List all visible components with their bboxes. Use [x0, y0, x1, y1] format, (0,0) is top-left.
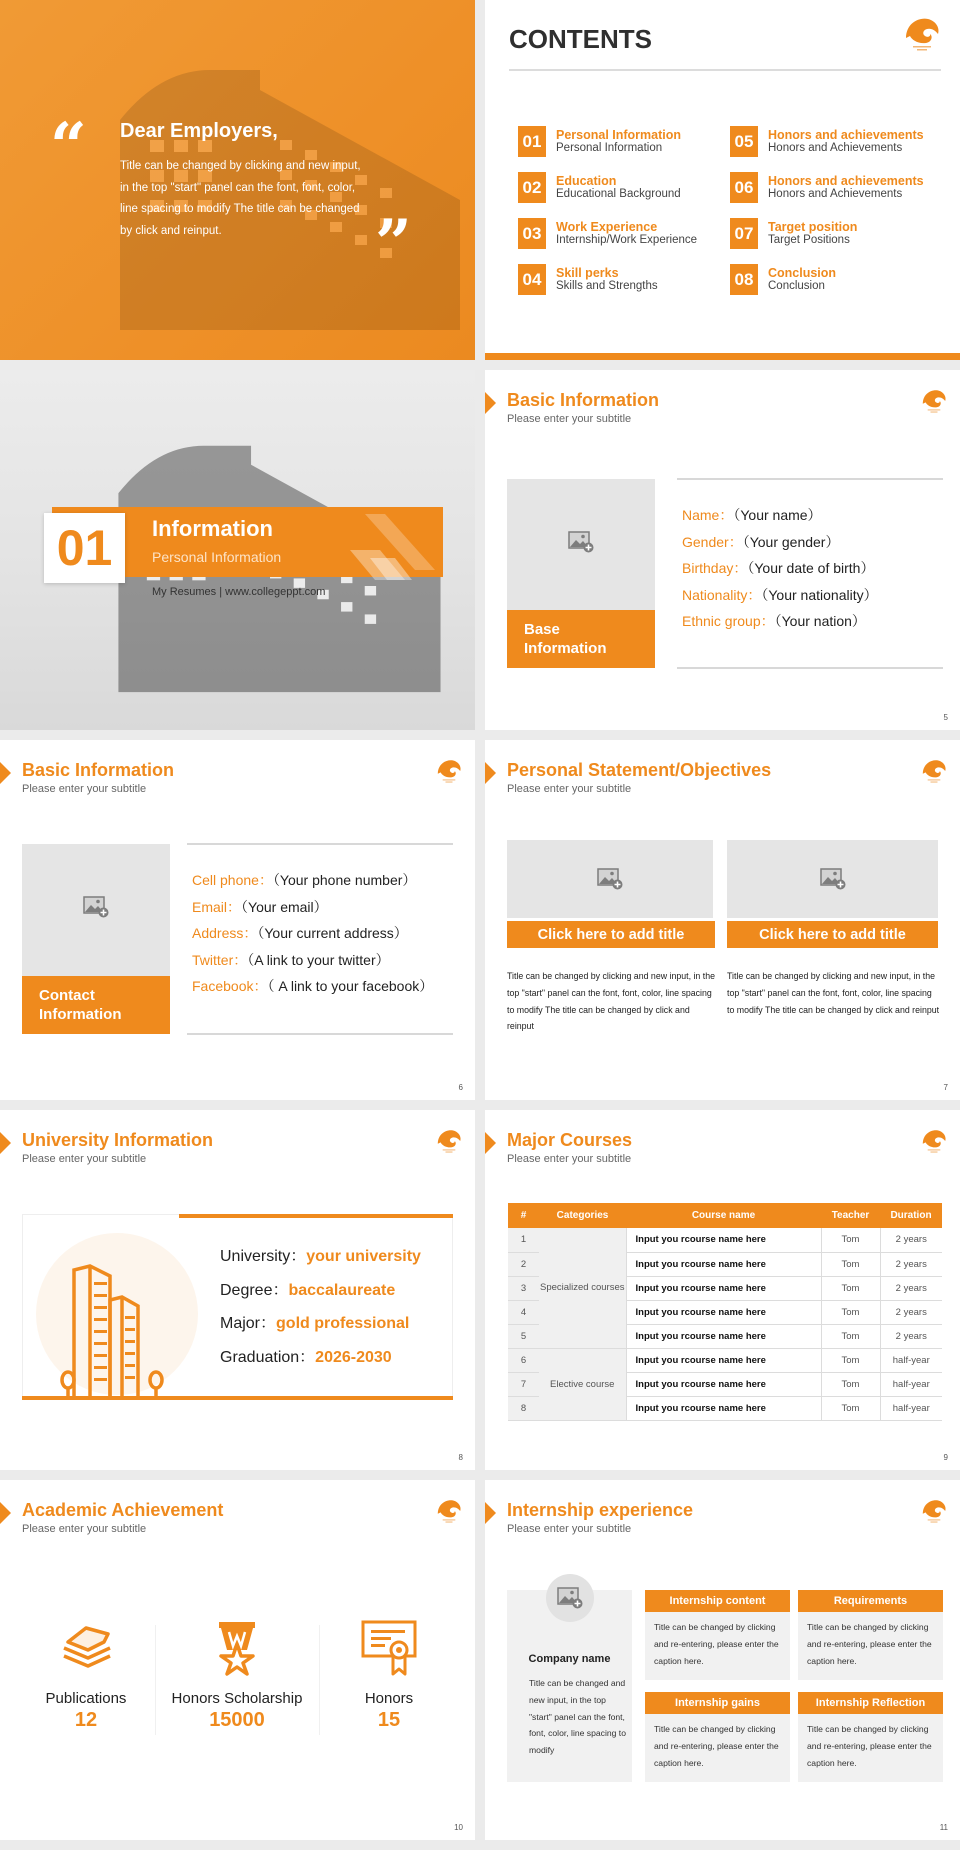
header-arrow-icon: [0, 762, 11, 784]
section-number: 01: [44, 513, 125, 583]
field-label: Degree：: [220, 1281, 289, 1299]
university-fields: [220, 1240, 421, 1374]
page-number: 10: [454, 1823, 463, 1832]
field-graduation[interactable]: [220, 1341, 421, 1375]
box-requirements[interactable]: [798, 1590, 943, 1680]
books-icon: [58, 1620, 114, 1676]
add-image-icon[interactable]: [83, 896, 109, 918]
course-name-cell[interactable]: Input you rcourse name here: [626, 1372, 821, 1396]
header-arrow-icon: [485, 1502, 496, 1524]
company-name[interactable]: Company name: [528, 1653, 611, 1665]
cover-body[interactable]: Title can be changed by clicking and new input, in the top "start" panel can the font, font, color, line spacing to modify The title can be changed by click and reinput.: [120, 160, 361, 237]
slide-contents[interactable]: [485, 0, 960, 360]
duration-cell[interactable]: 2 years: [880, 1252, 942, 1276]
table-row[interactable]: [508, 1348, 942, 1372]
row-number: 8: [508, 1396, 539, 1420]
add-image-icon[interactable]: [820, 868, 846, 890]
field-value[interactable]: （Your date of birth）: [747, 560, 875, 576]
column-header-course-name: Course name: [626, 1203, 821, 1228]
box-internship-content[interactable]: [645, 1590, 790, 1680]
divider: [677, 667, 943, 669]
item-number: 07: [730, 218, 758, 249]
item-title: Work Experience: [556, 220, 658, 234]
field-degree[interactable]: [220, 1274, 421, 1308]
image-placeholder[interactable]: [507, 840, 713, 918]
header-arrow-icon: [0, 1132, 11, 1154]
box-body[interactable]: Title can be changed by clicking and re-entering, please enter the caption here.: [654, 1622, 779, 1666]
field-twitter[interactable]: [192, 947, 433, 974]
slide-title[interactable]: Internship experience: [507, 1500, 694, 1520]
contents-item-02[interactable]: [518, 172, 681, 203]
field-name[interactable]: [682, 502, 878, 529]
slide-cover-letter[interactable]: [0, 0, 475, 360]
duration-cell[interactable]: half-year: [880, 1396, 942, 1420]
teacher-cell[interactable]: Tom: [821, 1300, 880, 1324]
courses-table: [508, 1203, 942, 1421]
slide-section-01[interactable]: [0, 370, 475, 730]
add-title-button[interactable]: Click here to add title: [507, 921, 715, 948]
field-label: Nationality：: [682, 586, 762, 603]
field-value[interactable]: （Your nation）: [774, 613, 866, 629]
divider: [677, 478, 943, 480]
teacher-cell[interactable]: Tom: [821, 1252, 880, 1276]
slide-subtitle[interactable]: Please enter your subtitle: [507, 1153, 632, 1165]
header-arrow-icon: [485, 1132, 496, 1154]
course-name-cell[interactable]: Input you rcourse name here: [626, 1300, 821, 1324]
duration-cell[interactable]: 2 years: [880, 1228, 942, 1252]
field-nationality[interactable]: [682, 582, 878, 609]
course-name-cell[interactable]: Input you rcourse name here: [626, 1396, 821, 1420]
column-header-teacher: Teacher: [821, 1203, 880, 1228]
item-title: Personal Information: [556, 128, 682, 142]
add-image-icon[interactable]: [557, 1587, 583, 1609]
page-number: 9: [943, 1453, 948, 1462]
contents-item-05[interactable]: [730, 126, 924, 157]
wave-logo-icon: [920, 386, 948, 416]
duration-cell[interactable]: half-year: [880, 1348, 942, 1372]
box-title: Internship content: [645, 1590, 790, 1612]
item-number: 06: [730, 172, 758, 203]
page-number: 6: [458, 1083, 463, 1092]
certificate-icon: [361, 1620, 417, 1676]
achievement-label: Publications: [45, 1690, 127, 1707]
field-label: Gender：: [682, 533, 743, 550]
field-label: University：: [220, 1248, 307, 1265]
row-number: 4: [508, 1300, 539, 1324]
add-image-icon[interactable]: [597, 868, 623, 890]
accent-bar-top: [179, 1214, 453, 1218]
table-header-row: [508, 1203, 942, 1228]
slide-major-courses[interactable]: [485, 1110, 960, 1470]
field-value[interactable]: 2026-2030: [315, 1348, 392, 1366]
item-title: Honors and achievements: [768, 174, 924, 188]
field-value[interactable]: （A link to your twitter）: [247, 951, 390, 968]
header-arrow-icon: [0, 1502, 11, 1524]
divider: [187, 843, 453, 845]
contents-item-06[interactable]: [730, 172, 924, 203]
field-value[interactable]: （Your nationality）: [761, 586, 878, 603]
slide-title[interactable]: Personal Statement/Objectives: [507, 760, 772, 780]
slide-title[interactable]: Academic Achievement: [22, 1500, 224, 1520]
contents-item-08[interactable]: [730, 264, 836, 295]
field-value[interactable]: your university: [306, 1248, 421, 1265]
photo-placeholder[interactable]: [22, 844, 170, 1034]
box-body[interactable]: Title can be changed by clicking and re-entering, please enter the caption here.: [807, 1622, 932, 1666]
company-logo-placeholder[interactable]: [546, 1574, 594, 1622]
info-list: [192, 867, 433, 1000]
achievement-value[interactable]: 12: [74, 1709, 98, 1731]
course-name-cell[interactable]: Input you rcourse name here: [626, 1348, 821, 1372]
item-title: Target position: [768, 220, 858, 234]
field-value[interactable]: （Your current address）: [257, 925, 408, 941]
card-label: Base Information: [507, 610, 655, 668]
duration-cell[interactable]: 2 years: [880, 1276, 942, 1300]
teacher-cell[interactable]: Tom: [821, 1372, 880, 1396]
slide-title[interactable]: Basic Information: [507, 390, 660, 410]
row-number: 5: [508, 1324, 539, 1348]
item-number: 04: [518, 264, 546, 295]
teacher-cell[interactable]: Tom: [821, 1324, 880, 1348]
page-number: 11: [939, 1823, 948, 1832]
contents-item-04[interactable]: [518, 264, 658, 295]
duration-cell[interactable]: half-year: [880, 1372, 942, 1396]
wave-logo-icon: [902, 14, 942, 54]
item-title: Skill perks: [556, 266, 619, 280]
achievement-honors[interactable]: [314, 1620, 464, 1732]
row-number: 7: [508, 1372, 539, 1396]
info-list: [682, 502, 878, 635]
cover-title[interactable]: Dear Employers,: [120, 120, 278, 142]
field-label: Birthday：: [682, 560, 748, 576]
course-name-cell[interactable]: Input you rcourse name here: [626, 1228, 821, 1252]
wave-logo-icon: [435, 1126, 463, 1156]
wave-logo-icon: [435, 756, 463, 786]
divider: [155, 1625, 156, 1735]
field-value[interactable]: baccalaureate: [288, 1281, 396, 1299]
field-label: Email：: [192, 898, 242, 915]
field-value[interactable]: （Your phone number）: [272, 872, 417, 888]
item-title: Conclusion: [768, 266, 837, 280]
field-birthday[interactable]: [682, 555, 878, 582]
item-subtitle: Target Positions: [768, 234, 850, 246]
teacher-cell[interactable]: Tom: [821, 1396, 880, 1420]
add-image-icon[interactable]: [568, 531, 594, 553]
slide-title[interactable]: Basic Information: [22, 760, 175, 780]
item-title: Education: [556, 174, 617, 188]
field-label: Major：: [220, 1315, 277, 1332]
field-value[interactable]: （Your name）: [733, 507, 822, 523]
field-label: Twitter：: [192, 951, 248, 968]
open-quote-icon: “: [50, 109, 87, 184]
item-number: 02: [518, 172, 546, 203]
page-number: 7: [943, 1083, 948, 1092]
achievement-label: Honors: [364, 1690, 414, 1707]
field-label: Facebook：: [192, 978, 268, 994]
table-row[interactable]: [508, 1228, 942, 1252]
field-label: Name：: [682, 507, 734, 523]
slide-university-information[interactable]: [0, 1110, 475, 1470]
card-body[interactable]: Title can be changed by clicking and new input, in the top "start" panel can the font, font, color, line spacing to modify The title can be changed by click and reinput: [507, 971, 715, 1032]
field-ethnic-group[interactable]: [682, 608, 878, 635]
slide-subtitle[interactable]: Please enter your subtitle: [507, 783, 632, 795]
course-name-cell[interactable]: Input you rcourse name here: [626, 1252, 821, 1276]
contents-title: CONTENTS: [509, 24, 652, 54]
add-title-button[interactable]: Click here to add title: [727, 921, 938, 948]
wave-logo-icon: [920, 756, 948, 786]
column-header-duration: Duration: [880, 1203, 942, 1228]
slide-subtitle[interactable]: Please enter your subtitle: [507, 1523, 632, 1535]
page-number: 5: [943, 713, 948, 722]
contents-item-03[interactable]: [518, 218, 697, 249]
course-name-cell[interactable]: Input you rcourse name here: [626, 1324, 821, 1348]
building-illustration-icon: [52, 1260, 172, 1398]
company-description[interactable]: Title can be changed and new input, in the top "start" panel can the font, font, color, line spacing to modify: [529, 1678, 626, 1756]
wave-logo-icon: [920, 1496, 948, 1526]
box-title: Internship gains: [645, 1692, 790, 1714]
category-cell[interactable]: Specialized courses: [539, 1228, 626, 1348]
item-subtitle: Internship/Work Experience: [556, 234, 698, 246]
item-subtitle: Personal Information: [556, 142, 663, 154]
row-number: 2: [508, 1252, 539, 1276]
slide-contact-information[interactable]: [0, 740, 475, 1100]
item-number: 03: [518, 218, 546, 249]
field-major[interactable]: [220, 1307, 421, 1341]
slide-title[interactable]: Major Courses: [507, 1130, 633, 1150]
course-name-cell[interactable]: Input you rcourse name here: [626, 1276, 821, 1300]
diagonal-stripes-decoration: [350, 510, 440, 580]
teacher-cell[interactable]: Tom: [821, 1276, 880, 1300]
field-email[interactable]: [192, 894, 433, 921]
page-number: 8: [458, 1453, 463, 1462]
card-label: Contact Information: [22, 976, 170, 1034]
row-number: 6: [508, 1348, 539, 1372]
slide-title[interactable]: University Information: [22, 1130, 214, 1150]
item-number: 01: [518, 126, 546, 157]
field-address[interactable]: [192, 920, 433, 947]
item-number: 08: [730, 264, 758, 295]
section-footer: My Resumes | www.collegeppt.com: [152, 586, 326, 598]
item-subtitle: Skills and Strengths: [556, 280, 658, 292]
achievement-label: Honors Scholarship: [171, 1690, 303, 1707]
divider: [509, 69, 941, 71]
wave-logo-icon: [435, 1496, 463, 1526]
field-label: Cell phone：: [192, 872, 273, 888]
duration-cell[interactable]: 2 years: [880, 1300, 942, 1324]
section-subtitle[interactable]: Personal Information: [152, 549, 282, 565]
contents-item-01[interactable]: [518, 126, 681, 157]
field-label: Graduation：: [220, 1348, 316, 1366]
field-facebook[interactable]: [192, 973, 433, 1000]
field-cell-phone[interactable]: [192, 867, 433, 894]
field-gender[interactable]: [682, 529, 878, 556]
achievement-value[interactable]: 15000: [209, 1709, 265, 1731]
item-subtitle: Honors and Achievements: [768, 188, 903, 200]
field-value[interactable]: （Your email）: [241, 898, 328, 915]
field-label: Ethnic group：: [682, 613, 775, 629]
medal-star-icon: [209, 1620, 265, 1676]
slide-internship-experience[interactable]: [485, 1480, 960, 1840]
contents-item-07[interactable]: [730, 218, 857, 249]
box-title: Requirements: [798, 1590, 943, 1612]
achievement-honors-scholarship[interactable]: [162, 1620, 312, 1732]
section-title[interactable]: Information: [152, 516, 273, 541]
column-header-num: #: [508, 1203, 539, 1228]
slide-basic-information[interactable]: [485, 370, 960, 730]
box-title: Internship Reflection: [798, 1692, 943, 1714]
slide-personal-statement[interactable]: [485, 740, 960, 1100]
field-value[interactable]: （Your gender）: [742, 533, 840, 550]
row-number: 1: [508, 1228, 539, 1252]
item-subtitle: Educational Background: [556, 188, 681, 200]
slide-subtitle[interactable]: Please enter your subtitle: [22, 783, 147, 795]
accent-bar-bottom: [22, 1396, 453, 1400]
close-quote-icon: ”: [375, 206, 412, 281]
slide-subtitle[interactable]: Please enter your subtitle: [507, 413, 632, 425]
card-body[interactable]: Title can be changed by clicking and new input, in the top "start" panel can the font, font, color, line spacing to modify The title can be changed by click and reinput: [727, 971, 940, 1015]
accent-bar: [485, 353, 960, 360]
box-body[interactable]: Title can be changed by clicking and re-entering, please enter the caption here.: [654, 1724, 779, 1768]
field-label: Address：: [192, 925, 258, 941]
box-internship-gains[interactable]: [645, 1692, 790, 1782]
item-title: Honors and achievements: [768, 128, 924, 142]
divider: [187, 1033, 453, 1035]
photo-placeholder[interactable]: [507, 479, 655, 668]
teacher-cell[interactable]: Tom: [821, 1348, 880, 1372]
column-header-categories: Categories: [539, 1203, 626, 1228]
field-value[interactable]: gold professional: [276, 1315, 410, 1332]
field-value[interactable]: （ A link to your facebook）: [267, 978, 434, 994]
teacher-cell[interactable]: Tom: [821, 1228, 880, 1252]
item-subtitle: Conclusion: [768, 280, 825, 292]
item-subtitle: Honors and Achievements: [768, 142, 903, 154]
achievement-publications[interactable]: [11, 1620, 161, 1732]
slide-academic-achievement[interactable]: [0, 1480, 475, 1840]
category-cell[interactable]: Elective course: [539, 1348, 626, 1420]
duration-cell[interactable]: 2 years: [880, 1324, 942, 1348]
box-internship-reflection[interactable]: [798, 1692, 943, 1782]
wave-logo-icon: [920, 1126, 948, 1156]
row-number: 3: [508, 1276, 539, 1300]
field-university[interactable]: [220, 1240, 421, 1274]
header-arrow-icon: [485, 762, 496, 784]
box-body[interactable]: Title can be changed by clicking and re-entering, please enter the caption here.: [807, 1724, 932, 1768]
achievement-value[interactable]: 15: [377, 1709, 401, 1731]
header-arrow-icon: [485, 392, 496, 414]
slide-subtitle[interactable]: Please enter your subtitle: [22, 1523, 147, 1535]
item-number: 05: [730, 126, 758, 157]
slide-subtitle[interactable]: Please enter your subtitle: [22, 1153, 147, 1165]
image-placeholder[interactable]: [727, 840, 938, 918]
